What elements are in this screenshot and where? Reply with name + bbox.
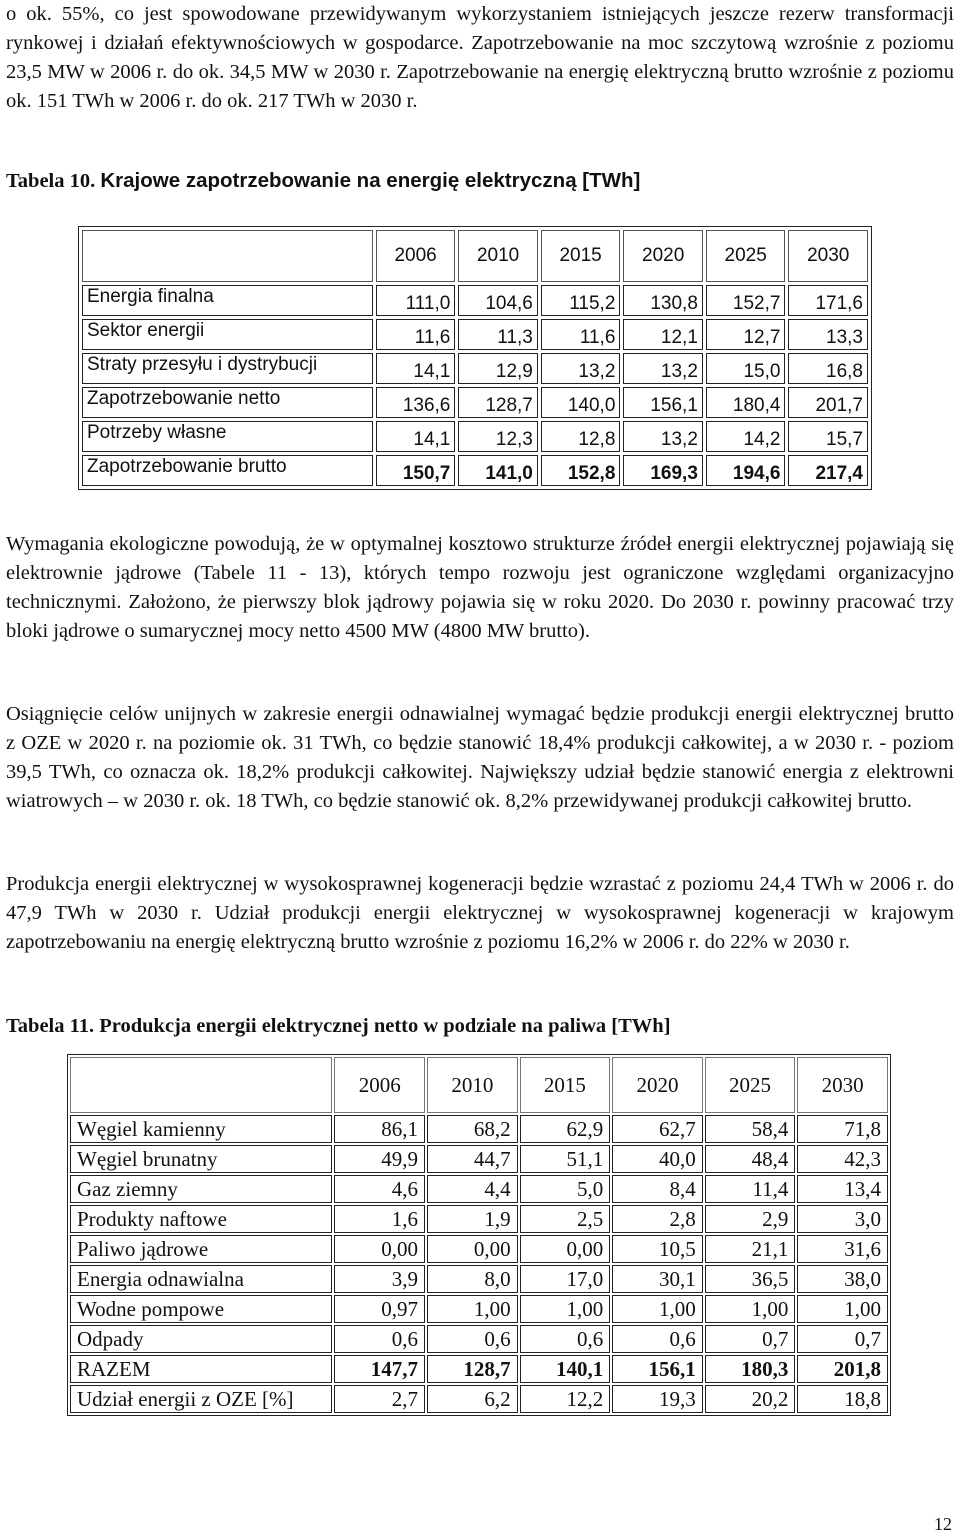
table11-row-label: Wodne pompowe xyxy=(70,1295,332,1323)
table11-cell: 0,97 xyxy=(334,1295,425,1323)
table11-cell: 0,7 xyxy=(705,1325,796,1353)
table11-cell: 2,7 xyxy=(334,1385,425,1413)
table10-year: 2010 xyxy=(458,230,538,282)
table11-cell: 201,8 xyxy=(797,1355,888,1383)
table10-cell: 12,8 xyxy=(541,421,621,452)
table10-header-empty xyxy=(82,230,373,282)
table10-cell: 12,1 xyxy=(623,319,703,350)
paragraph-cogeneration: Produkcja energii elektrycznej w wysokosprawnej kogeneracji będzie wzrastać z poziomu 24,4 TWh w 2006 r. do 47,9 TWh w 2030 r. Udział produkcji energii elektrycznej w wysokosprawnej kogeneracji w krajowym zapotrzebowaniu na energię elektryczną brutto wzrośnie z poziomu 16,2% w 2006 r. do 22% w 2030 r. xyxy=(6,873,954,953)
table10-cell: 130,8 xyxy=(623,285,703,316)
table10-cell: 15,7 xyxy=(788,421,868,452)
table11-cell: 19,3 xyxy=(612,1385,703,1413)
table10-cell: 13,2 xyxy=(623,353,703,384)
table10-cell: 140,0 xyxy=(541,387,621,418)
table11-cell: 40,0 xyxy=(612,1145,703,1173)
table10-header-row xyxy=(82,230,868,282)
page-number: 12 xyxy=(934,1514,952,1534)
table11-cell: 1,6 xyxy=(334,1205,425,1233)
table11-cell: 13,4 xyxy=(797,1175,888,1203)
table10-year: 2020 xyxy=(623,230,703,282)
table10-cell: 11,6 xyxy=(376,319,456,350)
table11-cell: 1,9 xyxy=(427,1205,518,1233)
table10-cell: 15,0 xyxy=(706,353,786,384)
table11-row xyxy=(70,1205,888,1233)
table11-cell: 0,00 xyxy=(520,1235,611,1263)
table11-cell: 10,5 xyxy=(612,1235,703,1263)
table11-header-empty xyxy=(70,1057,332,1113)
table11-cell: 2,8 xyxy=(612,1205,703,1233)
table11-row xyxy=(70,1265,888,1293)
table10-cell: 111,0 xyxy=(376,285,456,316)
intro-paragraph: o ok. 55%, co jest spowodowane przewidywanym wykorzystaniem istniejących jeszcze rezerw transformacji rynkowej i działań efektywnościowych w gospodarce. Zapotrzebowanie na moc szczytową wzrośnie z poziomu 23,5 MW w 2006 r. do ok. 34,5 MW w 2030 r. Zapotrzebowanie na energię elektryczną brutto wzrośnie z poziomu ok. 151 TWh w 2006 r. do ok. 217 TWh w 2030 r. xyxy=(6,3,954,112)
table10-cell: 150,7 xyxy=(376,455,456,486)
table11-cell: 0,00 xyxy=(334,1235,425,1263)
table10-year: 2006 xyxy=(376,230,456,282)
table11-row xyxy=(70,1115,888,1143)
table11-cell: 180,3 xyxy=(705,1355,796,1383)
table11-row-label: RAZEM xyxy=(70,1355,332,1383)
table11-cell: 71,8 xyxy=(797,1115,888,1143)
table11-row-label: Węgiel brunatny xyxy=(70,1145,332,1173)
table10-year: 2030 xyxy=(788,230,868,282)
table11-row xyxy=(70,1295,888,1323)
table10-cell: 152,7 xyxy=(706,285,786,316)
table10-cell: 12,9 xyxy=(458,353,538,384)
table10-row xyxy=(82,387,868,418)
table11-cell: 128,7 xyxy=(427,1355,518,1383)
table10-cell: 180,4 xyxy=(706,387,786,418)
table11-year: 2006 xyxy=(334,1057,425,1113)
table10-cell: 11,3 xyxy=(458,319,538,350)
table11-cell: 3,0 xyxy=(797,1205,888,1233)
table10-caption-text: Krajowe zapotrzebowanie na energię elektryczną [TWh] xyxy=(100,169,641,192)
table11-row-label: Węgiel kamienny xyxy=(70,1115,332,1143)
table11-cell: 4,4 xyxy=(427,1175,518,1203)
table11-cell: 1,00 xyxy=(520,1295,611,1323)
table11-cell: 5,0 xyxy=(520,1175,611,1203)
table11-cell: 1,00 xyxy=(427,1295,518,1323)
table10-cell: 152,8 xyxy=(541,455,621,486)
table10-cell: 201,7 xyxy=(788,387,868,418)
table10-cell: 104,6 xyxy=(458,285,538,316)
table11-cell: 12,2 xyxy=(520,1385,611,1413)
table10-cell: 169,3 xyxy=(623,455,703,486)
table11-cell: 140,1 xyxy=(520,1355,611,1383)
table11-total-row xyxy=(70,1355,888,1383)
table11-row xyxy=(70,1145,888,1173)
table10-cell: 156,1 xyxy=(623,387,703,418)
table11-cell: 2,9 xyxy=(705,1205,796,1233)
table10-cell: 115,2 xyxy=(541,285,621,316)
table10-cell: 136,6 xyxy=(376,387,456,418)
table11-cell: 6,2 xyxy=(427,1385,518,1413)
table11-cell: 48,4 xyxy=(705,1145,796,1173)
table11-cell: 8,4 xyxy=(612,1175,703,1203)
table10-row-label: Energia finalna xyxy=(82,285,373,316)
table10-cell: 13,3 xyxy=(788,319,868,350)
table11-cell: 51,1 xyxy=(520,1145,611,1173)
table11-row-label: Odpady xyxy=(70,1325,332,1353)
table11-cell: 0,6 xyxy=(334,1325,425,1353)
table11-cell: 147,7 xyxy=(334,1355,425,1383)
table11-cell: 0,6 xyxy=(427,1325,518,1353)
table10-cell: 194,6 xyxy=(706,455,786,486)
table11-cell: 8,0 xyxy=(427,1265,518,1293)
table10-cell: 11,6 xyxy=(541,319,621,350)
table11-cell: 44,7 xyxy=(427,1145,518,1173)
table11-cell: 1,00 xyxy=(797,1295,888,1323)
table10-row xyxy=(82,285,868,316)
table11-cell: 36,5 xyxy=(705,1265,796,1293)
table10-cell: 141,0 xyxy=(458,455,538,486)
table10-cell: 14,2 xyxy=(706,421,786,452)
table11-cell: 0,6 xyxy=(520,1325,611,1353)
table11-row xyxy=(70,1235,888,1263)
table11-cell: 18,8 xyxy=(797,1385,888,1413)
table11-year: 2020 xyxy=(612,1057,703,1113)
table11-cell: 20,2 xyxy=(705,1385,796,1413)
table11 xyxy=(67,1054,891,1416)
table10-cell: 171,6 xyxy=(788,285,868,316)
table10-cell: 128,7 xyxy=(458,387,538,418)
table10-cell: 217,4 xyxy=(788,455,868,486)
table10-cell: 14,1 xyxy=(376,353,456,384)
table11-year: 2030 xyxy=(797,1057,888,1113)
table11-row-label: Energia odnawialna xyxy=(70,1265,332,1293)
table11-caption xyxy=(6,1012,671,1041)
table10-cell: 13,2 xyxy=(541,353,621,384)
table10-cell: 12,7 xyxy=(706,319,786,350)
table11-row xyxy=(70,1325,888,1353)
table10-total-row xyxy=(82,455,868,486)
table11-year: 2025 xyxy=(705,1057,796,1113)
table11-cell: 11,4 xyxy=(705,1175,796,1203)
table10-caption-number: Tabela 10. xyxy=(6,170,96,192)
table11-cell: 1,00 xyxy=(705,1295,796,1323)
table11-cell: 30,1 xyxy=(612,1265,703,1293)
paragraph-oze: Osiągnięcie celów unijnych w zakresie energii odnawialnej wymagać będzie produkcji energii elektrycznej brutto z OZE w 2020 r. na poziomie ok. 31 TWh, co będzie stanowić 18,4% produkcji całkowitej, a w 2030 r. - poziom 39,5 TWh, co oznacza ok. 18,2% produkcji całkowitej. Największy udział będzie stanowić energia z elektrowni wiatrowych – w 2030 r. ok. 18 TWh, co będzie stanowić ok. 8,2% przewidywanej produkcji całkowitej brutto. xyxy=(6,703,954,812)
table10-row-label: Zapotrzebowanie netto xyxy=(82,387,373,418)
paragraph-ecological: Wymagania ekologiczne powodują, że w optymalnej kosztowo strukturze źródeł energii elektrycznej pojawiają się elektrownie jądrowe (Tabele 11 - 13), których tempo rozwoju jest ograniczone względami organizacyjno technicznymi. Założono, że pierwszy blok jądrowy pojawia się w roku 2020. Do 2030 r. powinny pracować trzy bloki jądrowe o sumarycznej mocy netto 4500 MW (4800 MW brutto). xyxy=(6,533,954,642)
table11-row xyxy=(70,1175,888,1203)
table10-row-label: Sektor energii xyxy=(82,319,373,350)
table11-cell: 21,1 xyxy=(705,1235,796,1263)
table11-cell: 62,9 xyxy=(520,1115,611,1143)
table10-row-label: Straty przesyłu i dystrybucji xyxy=(82,353,373,384)
table11-cell: 31,6 xyxy=(797,1235,888,1263)
table10-row xyxy=(82,353,868,384)
table11-row xyxy=(70,1385,888,1413)
table11-cell: 0,00 xyxy=(427,1235,518,1263)
table11-cell: 17,0 xyxy=(520,1265,611,1293)
table11-row-label: Udział energii z OZE [%] xyxy=(70,1385,332,1413)
table10-year: 2025 xyxy=(706,230,786,282)
table10-row-label: Zapotrzebowanie brutto xyxy=(82,455,373,486)
table11-row-label: Paliwo jądrowe xyxy=(70,1235,332,1263)
table11-cell: 42,3 xyxy=(797,1145,888,1173)
table10-cell: 16,8 xyxy=(788,353,868,384)
table11-year: 2010 xyxy=(427,1057,518,1113)
table11-cell: 2,5 xyxy=(520,1205,611,1233)
table11-row-label: Produkty naftowe xyxy=(70,1205,332,1233)
table11-cell: 156,1 xyxy=(612,1355,703,1383)
table10-year: 2015 xyxy=(541,230,621,282)
table11-caption-text: Produkcja energii elektrycznej netto w podziale na paliwa [TWh] xyxy=(99,1015,671,1037)
table11-cell: 49,9 xyxy=(334,1145,425,1173)
table10 xyxy=(78,226,872,490)
table11-cell: 38,0 xyxy=(797,1265,888,1293)
table10-row xyxy=(82,421,868,452)
table11-cell: 62,7 xyxy=(612,1115,703,1143)
table11-cell: 0,6 xyxy=(612,1325,703,1353)
table11-header-row xyxy=(70,1057,888,1113)
table11-cell: 68,2 xyxy=(427,1115,518,1143)
table10-cell: 14,1 xyxy=(376,421,456,452)
table11-cell: 0,7 xyxy=(797,1325,888,1353)
table10-cell: 12,3 xyxy=(458,421,538,452)
table11-cell: 58,4 xyxy=(705,1115,796,1143)
table11-cell: 86,1 xyxy=(334,1115,425,1143)
table10-row xyxy=(82,319,868,350)
table11-cell: 3,9 xyxy=(334,1265,425,1293)
table10-caption xyxy=(6,166,640,196)
table11-cell: 1,00 xyxy=(612,1295,703,1323)
table10-row-label: Potrzeby własne xyxy=(82,421,373,452)
table11-caption-number: Tabela 11. xyxy=(6,1015,95,1037)
table10-cell: 13,2 xyxy=(623,421,703,452)
table11-cell: 4,6 xyxy=(334,1175,425,1203)
table11-year: 2015 xyxy=(520,1057,611,1113)
table11-row-label: Gaz ziemny xyxy=(70,1175,332,1203)
